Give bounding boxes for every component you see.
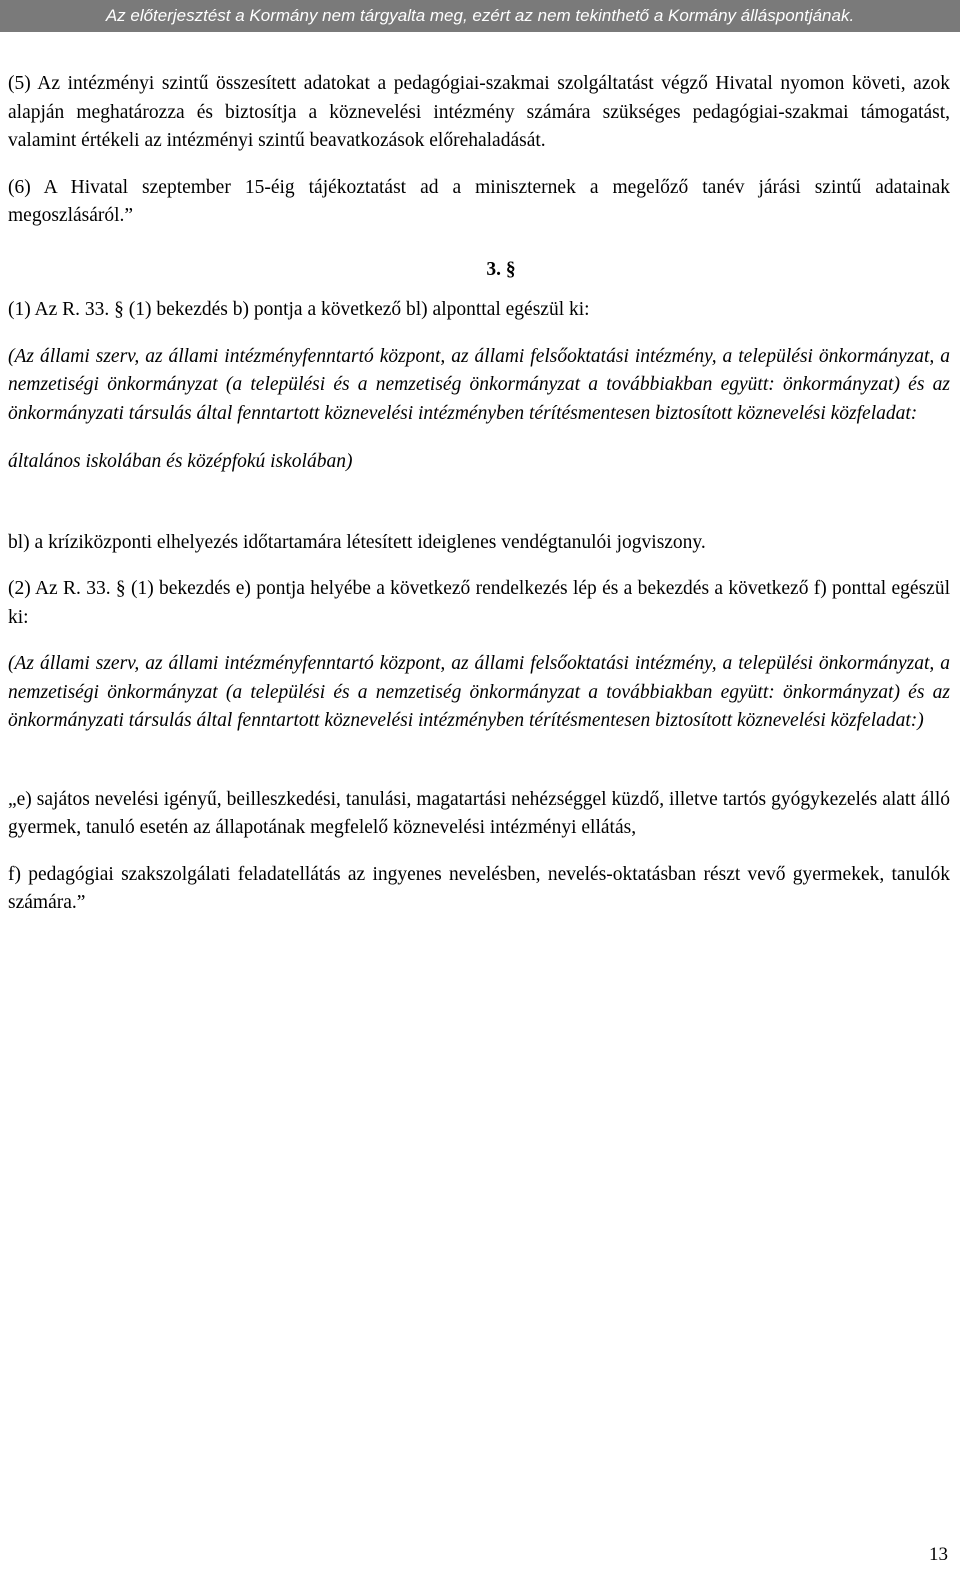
paragraph-5: (5) Az intézményi szintű összesített adatokat a pedagógiai-szakmai szolgáltatást végző Hivatal nyomon követi, azok alapján meghatározza és biztosítja a köznevelési intézmény számára szükséges pedagógiai-szakmai támogatást, valamint értékeli az intézményi szintű beavatkozások előrehaladását. (8, 73, 950, 151)
disclaimer-header: Az előterjesztést a Kormány nem tárgyalta meg, ezért az nem tekinthető a Kormány álláspontjának. (0, 0, 960, 32)
section-3-paragraph-2-quote: (Az állami szerv, az állami intézményfenntartó központ, az állami felsőoktatási intézmény, a települési önkormányzat, a nemzetiségi önkormányzat (a települési és a nemzetiség önkormányzat a továbbiakban együtt: önkormányzat) és az önkormányzati társulás által fenntartott köznevelési intézményben térítésmentesen biztosított köznevelési közfeladat:) (8, 653, 950, 731)
section-3-point-e: „e) sajátos nevelési igényű, beilleszkedési, tanulási, magatartási nehézséggel küzdő, illetve tartós gyógykezelés alatt álló gyermek, tanuló esetén az állapotának megfelelő köznevelési intézményi ellátás, (8, 788, 950, 838)
section-3-paragraph-1-quote: (Az állami szerv, az állami intézményfenntartó központ, az állami felsőoktatási intézmény, a települési önkormányzat, a nemzetiségi önkormányzat (a települési és a nemzetiség önkormányzat a továbbiakban együtt: önkormányzat) és az önkormányzati társulás által fenntartott köznevelési intézményben térítésmentesen biztosított köznevelési közfeladat: (8, 345, 950, 424)
page-number: 13 (929, 1544, 948, 1565)
section-3-point-f: f) pedagógiai szakszolgálati feladatellátás az ingyenes nevelésben, nevelés-oktatásban részt vevő gyermekek, tanulók számára.” (8, 863, 950, 913)
section-3-point-bl: bl) a kríziközponti elhelyezés időtartamára létesített ideiglenes vendégtanulói jogviszony. (8, 531, 706, 553)
paragraph-6: (6) A Hivatal szeptember 15-éig tájékoztatást ad a miniszternek a megelőző tanév járási szintű adatainak megoszlásáról.” (8, 176, 950, 226)
document-body (8, 70, 950, 918)
section-3-paragraph-1-quote-continuation: általános iskolában és középfokú iskolában) (8, 451, 353, 472)
section-3-paragraph-2: (2) Az R. 33. § (1) bekezdés e) pontja helyébe a következő rendelkezés lép és a bekezdés a következő f) ponttal egészül ki: (8, 578, 950, 628)
section-heading: 3. § (486, 258, 516, 280)
section-3-paragraph-1: (1) Az R. 33. § (1) bekezdés b) pontja a következő bl) alponttal egészül ki: (8, 299, 590, 320)
